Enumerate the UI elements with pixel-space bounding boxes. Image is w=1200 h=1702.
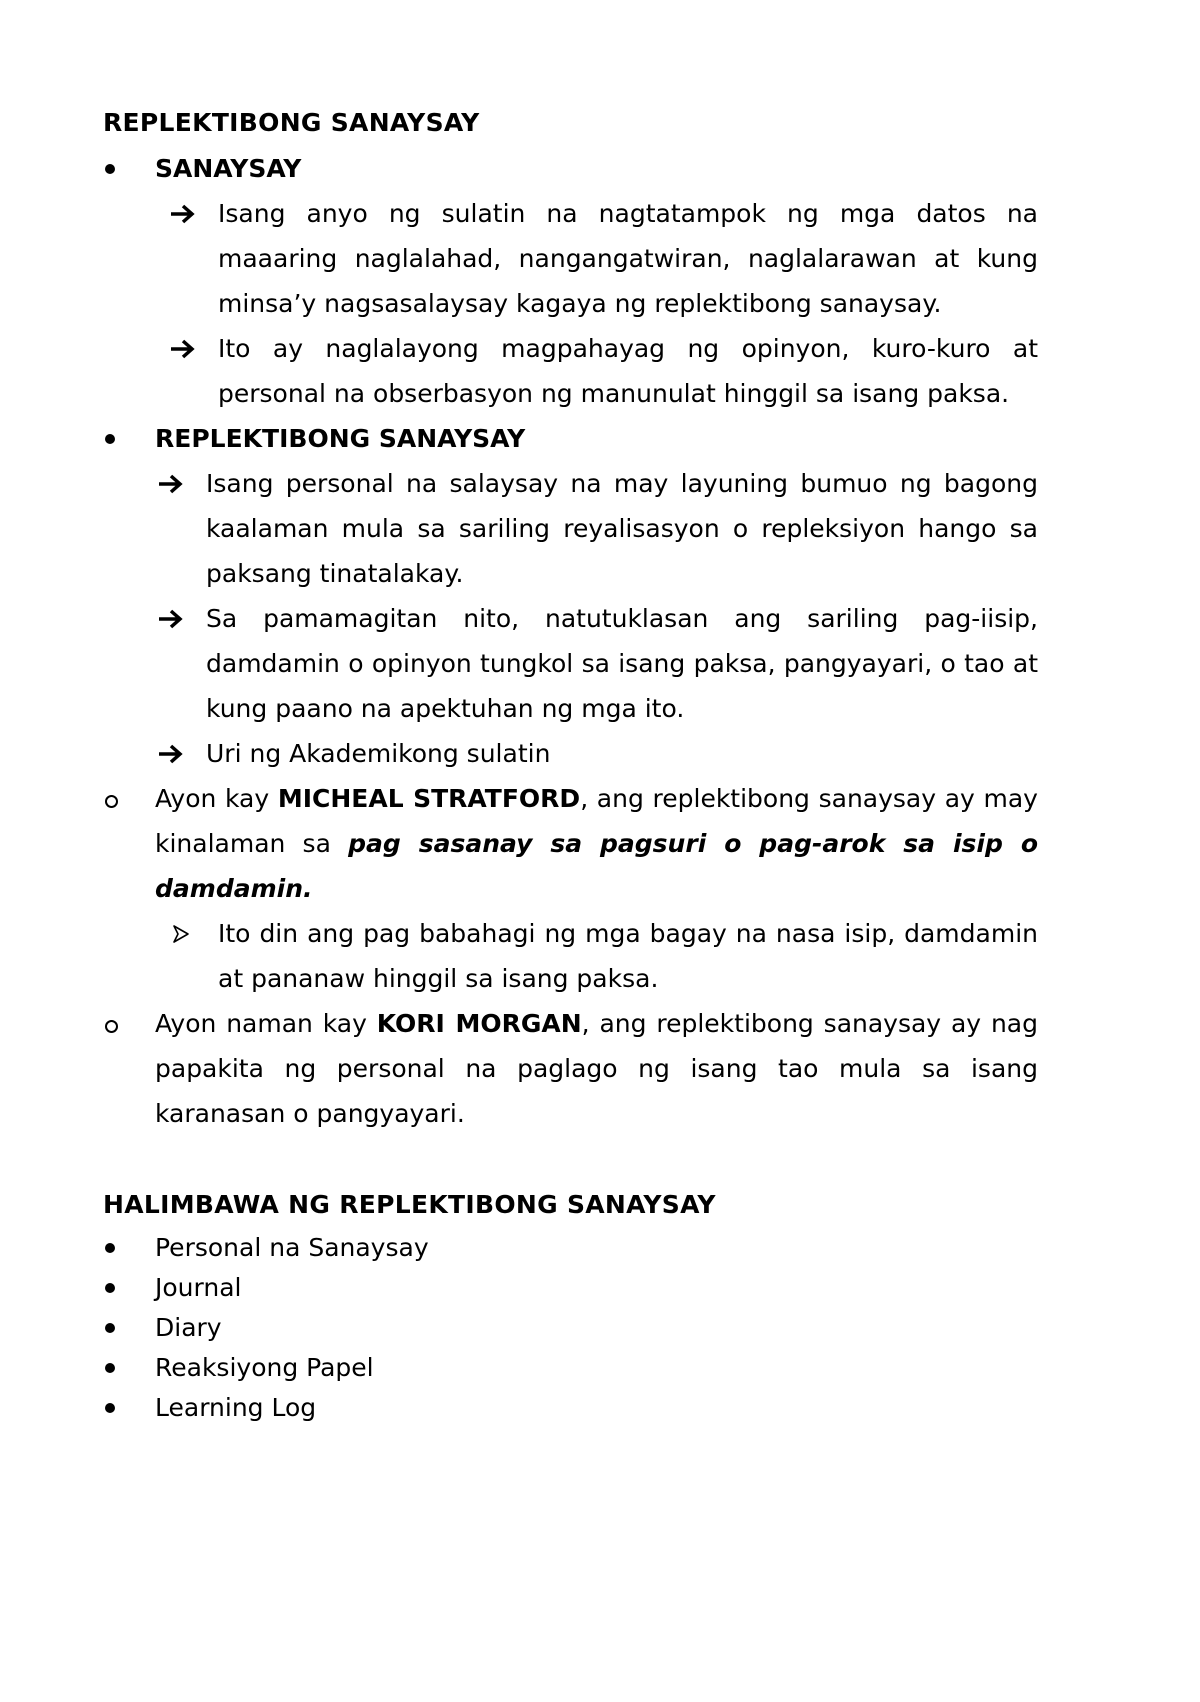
example-item: Learning Log [155,1393,317,1422]
bullet-dot-icon [103,1228,143,1268]
list-item [158,596,1038,731]
arrow-right-icon [170,191,210,236]
stratford-middle: , ang replektibong sanaysay ay may kinalaman sa [155,784,1038,858]
stratford-prefix: Ayon kay [155,784,278,813]
list-item [103,1228,1038,1268]
section-sanaysay-label: SANAYSAY [155,154,302,183]
section-spacer [103,1136,1038,1182]
list-item [103,1348,1038,1388]
replektibo-point-2: Sa pamamagitan nito, natutuklasan ang sariling pag-iisip, damdamin o opinyon tungkol sa isang paksa, pangyayari, o tao at kung paano na apektuhan ng mga ito. [206,604,1038,723]
list-item [170,326,1038,416]
section-replektibo-label: REPLEKTIBONG SANAYSAY [155,424,526,453]
bullet-circle-icon [103,1001,143,1046]
morgan-rest: , ang replektibong sanaysay ay nag papakita ng personal na paglago ng isang tao mula sa isang karanasan o pangyayari. [155,1009,1038,1128]
stratford-emphasis: pag sasanay sa pagsuri o pag-arok sa isip o damdamin. [155,829,1039,903]
list-item [170,911,1038,1001]
morgan-name: KORI MORGAN [376,1009,582,1038]
bullet-dot-icon [103,1348,143,1388]
arrow-right-icon [158,731,198,776]
sanaysay-point-2: Ito ay naglalayong magpahayag ng opinyon, kuro-kuro at personal na obserbasyon ng manunulat hinggil sa isang paksa. [218,334,1038,408]
sanaysay-point-1: Isang anyo ng sulatin na nagtatampok ng mga datos na maaaring naglalahad, nangangatwiran, naglalarawan at kung minsa’y nagsasalaysay kagaya ng replektibong sanaysay. [218,199,1038,318]
section-replektibo [103,416,1038,461]
list-item [158,731,1038,776]
list-item [103,1388,1038,1428]
section-sanaysay [103,146,1038,191]
stratford-sub: Ito din ang pag babahagi ng mga bagay na nasa isip, damdamin at pananaw hinggil sa isang paksa. [218,919,1038,993]
stratford-name: MICHEAL STRATFORD [277,784,581,813]
bullet-dot-icon [103,1308,143,1348]
stratford-quote [103,776,1038,911]
document-title: REPLEKTIBONG SANAYSAY [103,108,480,137]
morgan-quote [103,1001,1038,1136]
arrow-right-icon [158,596,198,641]
examples-heading: HALIMBAWA NG REPLEKTIBONG SANAYSAY [103,1190,716,1219]
bullet-dot-icon [103,416,143,461]
bullet-dot-icon [103,1268,143,1308]
document-page [103,100,1038,1428]
replektibo-point-1: Isang personal na salaysay na may layuning bumuo ng bagong kaalaman mula sa sariling reyalisasyon o repleksiyon hango sa paksang tinatalakay. [206,469,1038,588]
example-item: Diary [155,1313,222,1342]
replektibo-point-3: Uri ng Akademikong sulatin [206,739,551,768]
example-item: Journal [155,1273,242,1302]
arrow-right-icon [158,461,198,506]
example-item: Personal na Sanaysay [155,1233,429,1262]
example-item: Reaksiyong Papel [155,1353,374,1382]
morgan-prefix: Ayon naman kay [155,1009,377,1038]
list-item [103,1308,1038,1348]
bullet-dot-icon [103,1388,143,1428]
list-item [103,1268,1038,1308]
list-item [170,191,1038,326]
bullet-circle-icon [103,776,143,821]
arrow-right-icon [170,326,210,371]
chevron-right-icon [170,911,210,956]
list-item [158,461,1038,596]
examples-list [103,1228,1038,1428]
bullet-dot-icon [103,146,143,191]
